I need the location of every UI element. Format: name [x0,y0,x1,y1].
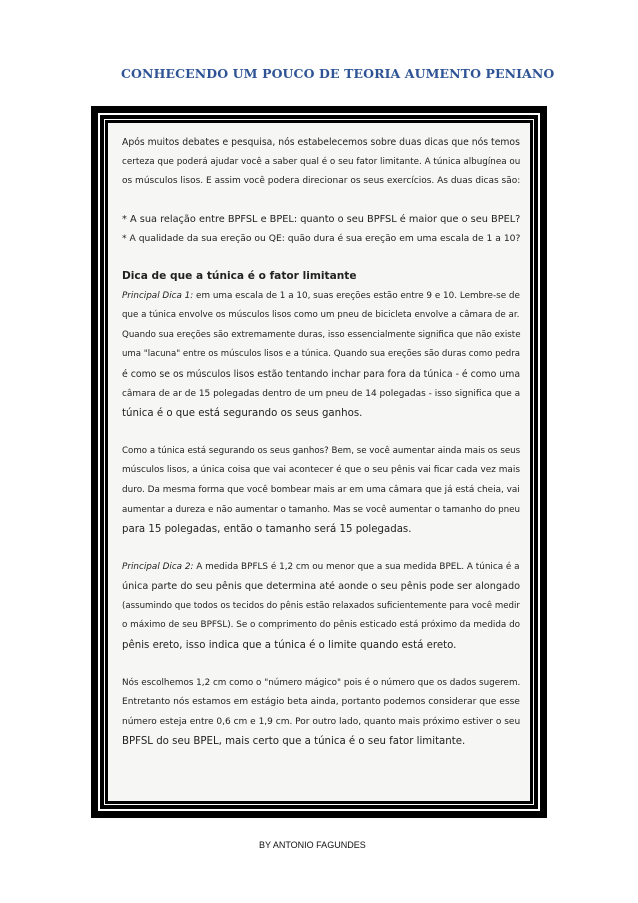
para3-line: BPFSL do seu BPEL, mais certo que a túnica é o seu fator limitante. [122,736,466,748]
dica1-line: Quando sua ereções são extremamente duras, isso essencialmente significa que não existe [122,329,521,340]
intro-line: certeza que poderá ajudar você a saber qual é o seu fator limitante. A túnica albugínea ou [122,156,521,167]
dica1-line: que a túnica envolve os músculos lisos como um pneu de bicicleta envolve a câmara de ar. [122,310,520,321]
dica1-line: túnica é o que está segurando os seus ganhos. [122,408,363,420]
dica2-line: o máximo de seu BPFSL). Se o comprimento do pênis esticado está próximo da medida do [122,620,521,631]
document-title: CONHECENDO UM POUCO DE TEORIA AUMENTO PENIANO [121,66,555,81]
dica2-text: A medida BPFLS é 1,2 cm ou menor que a sua medida BPEL. A túnica é a [193,561,520,572]
section-heading: Dica de que a túnica é o fator limitante [122,269,357,282]
para3-line: Nós escolhemos 1,2 cm como o "número mágico" pois é o número que os dados sugerem. [122,677,521,688]
intro-line: os músculos lisos. E assim você podera direcionar os seus exercícios. As duas dicas são: [122,176,521,187]
document-footer: BY ANTONIO FAGUNDES [259,840,366,850]
para2-line: duro. Da mesma forma que você bombear mais ar em uma câmara que já está cheia, vai [122,484,520,495]
scanned-text-image [108,123,530,801]
dica2-line: (assumindo que todos os tecidos do pênis estão relaxados suficientemente para você medir [122,600,520,611]
scanned-image-frame [91,106,547,818]
para2-line: aumentar a dureza e não aumentar o tamanho. Mas se você aumentar o tamanho do pneu [122,504,521,515]
dica2-line: única parte do seu pênis que determina até aonde o seu pênis pode ser alongado [122,581,521,593]
frame-border-inner [104,119,534,805]
para2-line: Como a túnica está segurando os seus ganhos? Bem, se você aumentar ainda mais os seus [122,445,521,456]
dica2-line: pênis ereto, isso indica que a túnica é o limite quando está ereto. [122,640,457,652]
dica1-first-line [122,287,520,307]
frame-border [98,113,540,811]
para2-line: para 15 polegadas, então o tamanho será 15 polegadas. [122,524,412,536]
para3-line: Entretanto nós estamos em estágio beta ainda, portanto podemos considerar que esse [122,697,520,708]
para2-line: músculos lisos, a única coisa que vai acontecer é que o seu pênis vai ficar cada vez mais [122,465,520,476]
dica1-label: Principal Dica 1: [122,290,194,301]
para3-line: número esteja entre 0,6 cm e 1,9 cm. Por outro lado, quanto mais próximo estiver o seu [122,716,521,727]
intro-line: Após muitos debates e pesquisa, nós estabelecemos sobre duas dicas que nós temos [122,137,520,148]
tip-line: * A qualidade da sua ereção ou QE: quão dura é sua ereção em uma escala de 1 a 10? [122,233,521,245]
tip-line: * A sua relação entre BPFSL e BPEL: quanto o seu BPFSL é maior que o seu BPEL? [122,213,521,225]
dica1-text: em uma escala de 1 a 10, suas ereções estão entre 9 e 10. Lembre-se de [193,290,520,301]
dica2-label: Principal Dica 2: [122,561,194,572]
dica1-line: câmara de ar de 15 polegadas dentro de um pneu de 14 polegadas - isso significa que a [122,388,521,399]
dica2-first-line [122,558,520,578]
dica1-line: uma "lacuna" entre os músculos lisos e a túnica. Quando sua ereções são duras como pedra [122,349,521,360]
dica1-line: é como se os músculos lisos estão tentando inchar para fora da túnica - é como uma [122,368,521,380]
